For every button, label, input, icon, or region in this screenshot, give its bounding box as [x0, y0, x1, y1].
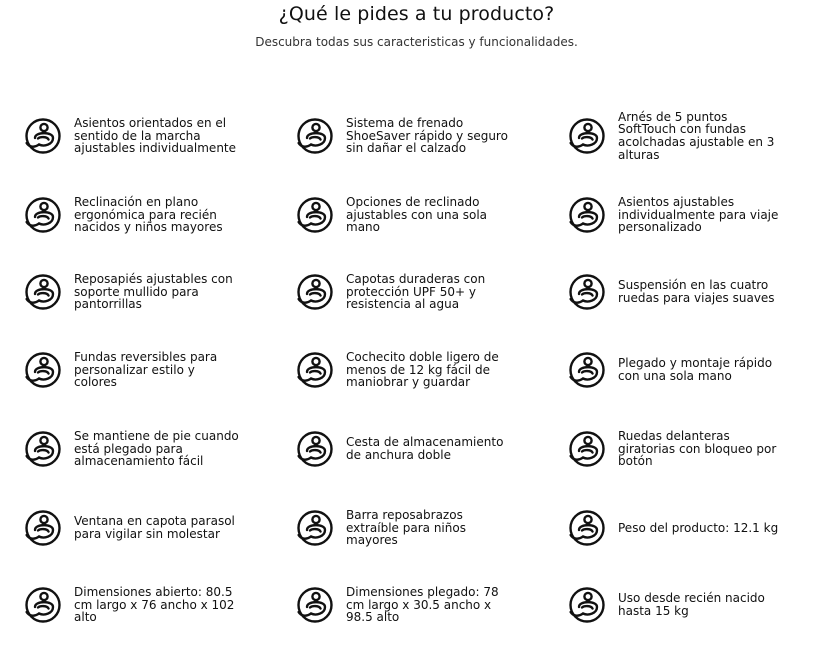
- feature-item: [22, 583, 272, 627]
- feature-label: Sistema de frenado ShoeSaver rápido y seguro sin dañar el calzado: [346, 116, 508, 156]
- feature-item: [566, 583, 816, 627]
- baby-icon: [567, 508, 607, 548]
- feature-label: Ruedas delanteras giratorias con bloqueo por botón: [618, 429, 777, 469]
- feature-label: Peso del producto: 12.1 kg: [618, 520, 779, 535]
- feature-item: [22, 348, 272, 392]
- feature-label: Capotas duraderas con protección UPF 50+ y resistencia al agua: [346, 272, 486, 312]
- baby-icon: [23, 508, 63, 548]
- feature-item: [294, 348, 544, 392]
- feature-item: [22, 270, 272, 314]
- feature-item: [294, 193, 544, 237]
- feature-label: Asientos orientados en el sentido de la marcha ajustables individualmente: [74, 116, 237, 156]
- baby-icon: [23, 116, 63, 156]
- baby-icon: [23, 429, 63, 469]
- feature-item: [22, 193, 272, 237]
- feature-item: [22, 506, 272, 550]
- feature-label: Reposapiés ajustables con soporte mullido para pantorrillas: [74, 272, 233, 312]
- feature-item: [22, 427, 272, 471]
- feature-item: [566, 270, 816, 314]
- feature-item: [566, 348, 816, 392]
- baby-icon: [23, 585, 63, 625]
- baby-icon: [567, 195, 607, 235]
- feature-label: Se mantiene de pie cuando está plegado para almacenamiento fácil: [74, 429, 239, 469]
- section-header: [0, 0, 833, 50]
- feature-label: Ventana en capota parasol para vigilar sin molestar: [74, 514, 235, 541]
- baby-icon: [295, 350, 335, 390]
- feature-label: Suspensión en las cuatro ruedas para viajes suaves: [618, 278, 775, 305]
- page-title: ¿Qué le pides a tu producto?: [278, 3, 555, 25]
- baby-icon: [567, 429, 607, 469]
- baby-icon: [295, 508, 335, 548]
- feature-item: [566, 427, 816, 471]
- baby-icon: [23, 350, 63, 390]
- feature-label: Asientos ajustables individualmente para viaje personalizado: [618, 195, 779, 235]
- feature-item: [294, 583, 544, 627]
- feature-item: [22, 114, 272, 158]
- feature-item: [566, 109, 816, 162]
- feature-label: Arnés de 5 puntos SoftTouch con fundas acolchadas ajustable en 3 alturas: [618, 109, 775, 162]
- feature-item: [294, 270, 544, 314]
- feature-label: Plegado y montaje rápido con una sola mano: [618, 356, 773, 383]
- feature-label: Dimensiones abierto: 80.5 cm largo x 76 ancho x 102 alto: [74, 585, 235, 625]
- feature-item: [566, 506, 816, 550]
- feature-item: [566, 193, 816, 237]
- feature-label: Barra reposabrazos extraíble para niños mayores: [346, 508, 466, 548]
- baby-icon: [23, 195, 63, 235]
- baby-icon: [567, 116, 607, 156]
- baby-icon: [567, 585, 607, 625]
- baby-icon: [295, 116, 335, 156]
- feature-label: Uso desde recién nacido hasta 15 kg: [618, 591, 765, 618]
- page-subtitle: Descubra todas sus caracteristicas y funcionalidades.: [255, 35, 578, 49]
- baby-icon: [567, 272, 607, 312]
- feature-item: [294, 114, 544, 158]
- feature-label: Cochecito doble ligero de menos de 12 kg fácil de maniobrar y guardar: [346, 350, 499, 390]
- baby-icon: [295, 272, 335, 312]
- baby-icon: [567, 350, 607, 390]
- feature-label: Dimensiones plegado: 78 cm largo x 30.5 ancho x 98.5 alto: [346, 585, 499, 625]
- baby-icon: [295, 585, 335, 625]
- feature-item: [294, 427, 544, 471]
- feature-label: Fundas reversibles para personalizar estilo y colores: [74, 350, 218, 390]
- baby-icon: [23, 272, 63, 312]
- feature-item: [294, 506, 544, 550]
- baby-icon: [295, 429, 335, 469]
- baby-icon: [295, 195, 335, 235]
- feature-label: Opciones de reclinado ajustables con una sola mano: [346, 195, 488, 235]
- feature-label: Cesta de almacenamiento de anchura doble: [346, 435, 504, 462]
- feature-label: Reclinación en plano ergonómica para recién nacidos y niños mayores: [74, 195, 223, 235]
